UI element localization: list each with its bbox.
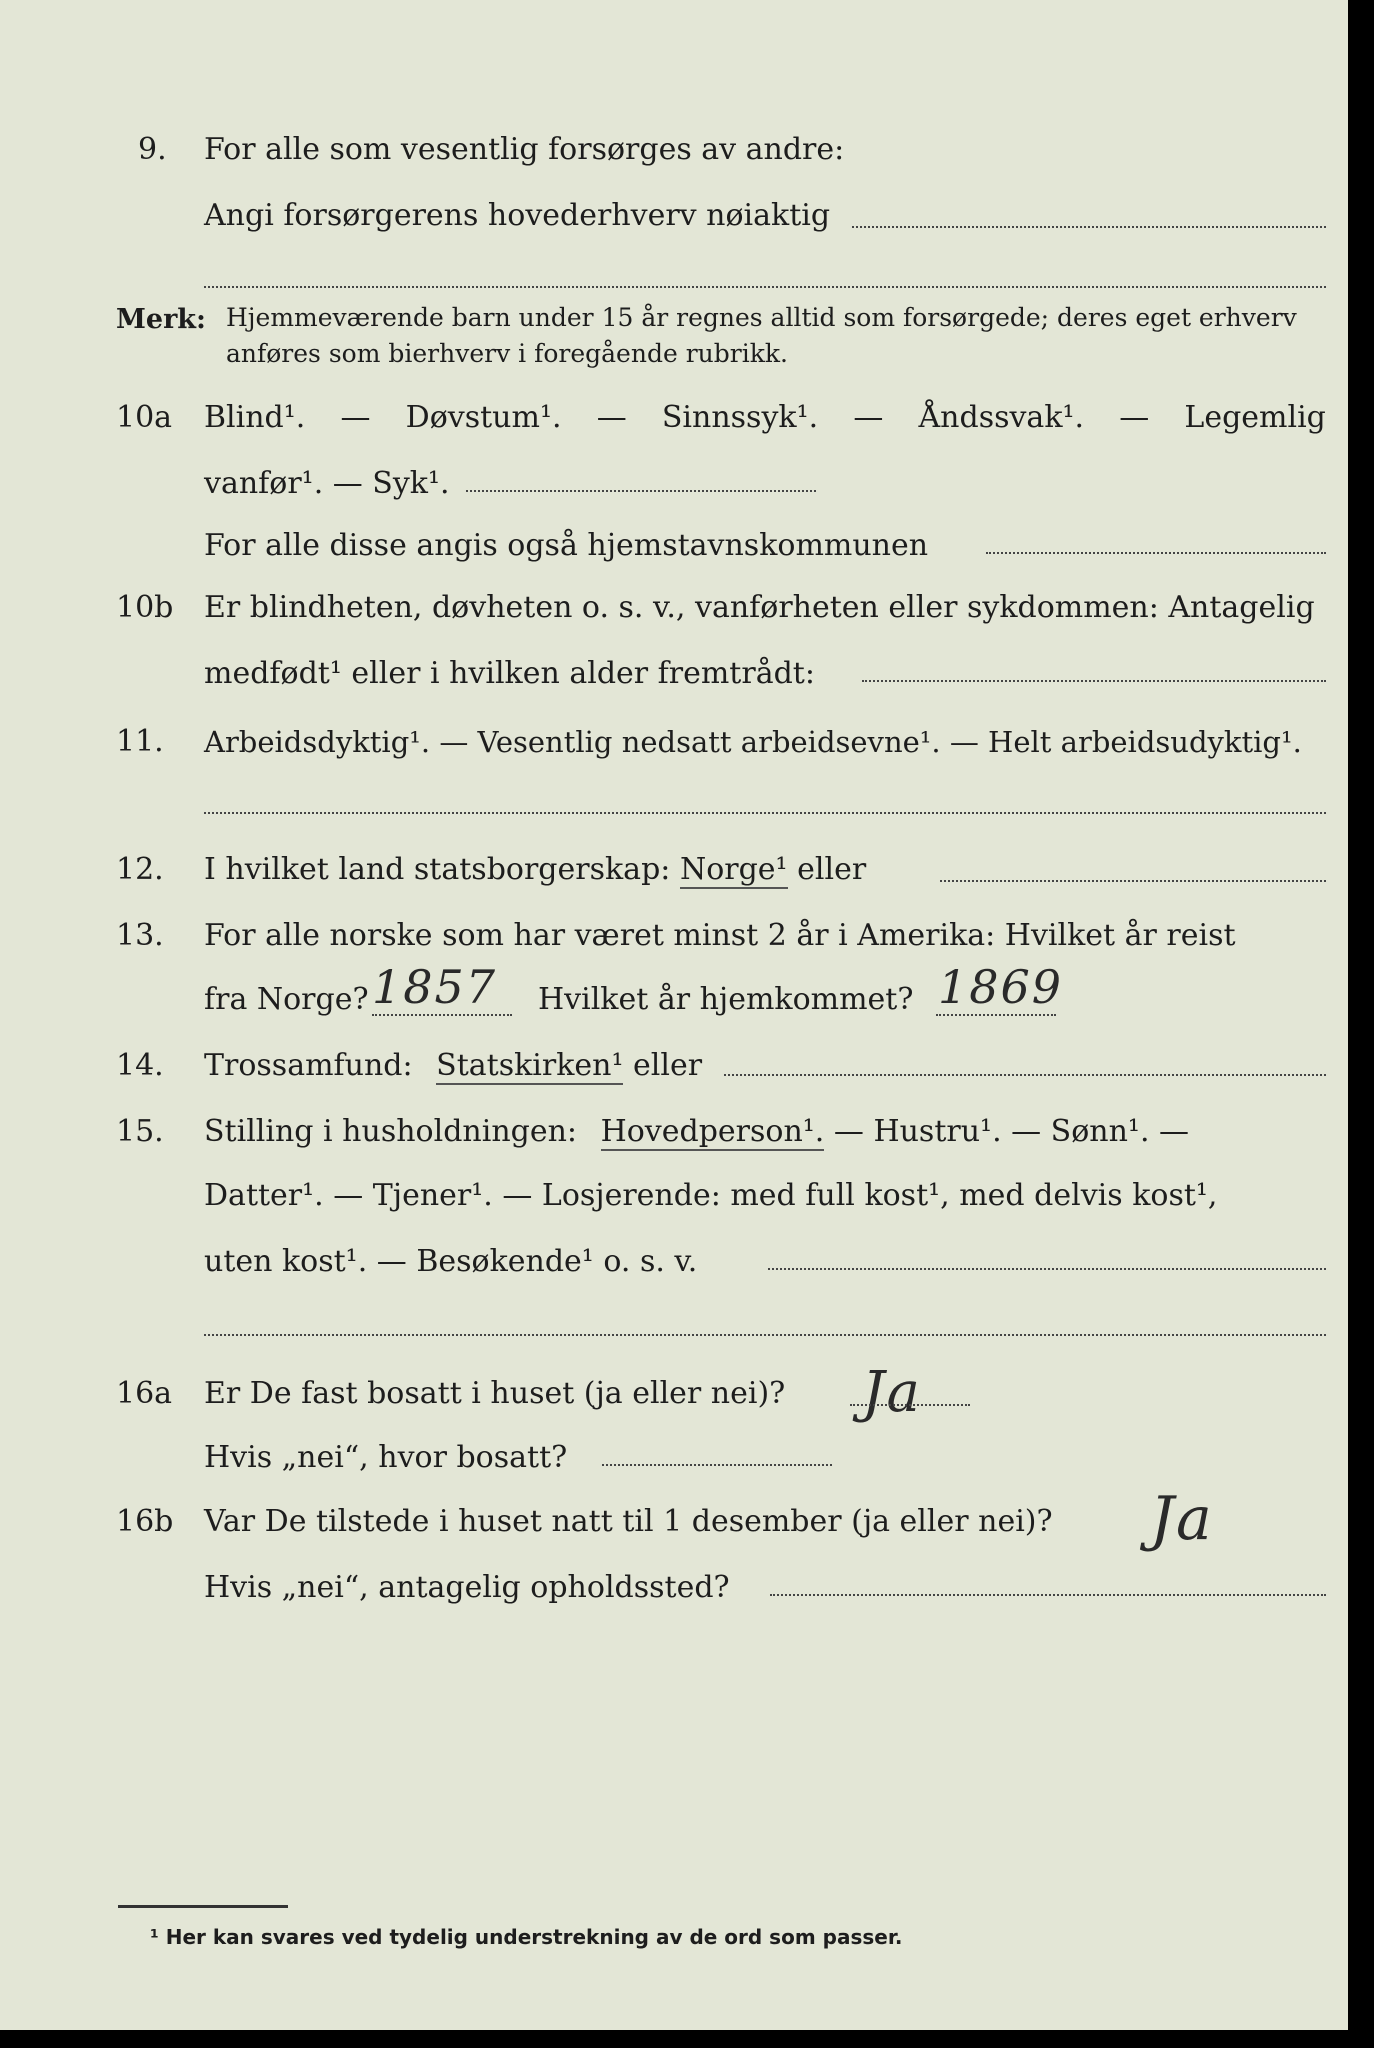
handwritten-year-emigrated: 1857 (372, 960, 498, 1014)
option-blind[interactable]: Blind¹. (204, 400, 306, 435)
q13-answer-line-2[interactable] (936, 1014, 1056, 1016)
q14-number: 14. (116, 1048, 164, 1083)
q10a-line2: vanfør¹. — Syk¹. (204, 466, 450, 501)
q16a-line2: Hvis „nei“, hvor bosatt? (204, 1440, 568, 1475)
q13-number: 13. (116, 918, 164, 953)
q12-answer-line[interactable] (940, 880, 1326, 882)
q11-number: 11. (116, 724, 164, 759)
q9-line2: Angi forsørgerens hovederhverv nøiaktig (204, 198, 831, 233)
dash: — (340, 400, 371, 435)
q13-line2a: fra Norge? (204, 982, 369, 1017)
q10a-line3: For alle disse angis også hjemstavnskommunen (204, 528, 929, 563)
option-legemlig[interactable]: Legemlig (1184, 400, 1326, 435)
q15-line3: uten kost¹. — Besøkende¹ o. s. v. (204, 1244, 698, 1279)
q12-number: 12. (116, 852, 164, 887)
q14-prefix: Trossamfund: (204, 1048, 413, 1083)
option-statskirken-underlined[interactable]: Statskirken¹ (436, 1048, 624, 1083)
q16a-bosatt-line[interactable] (602, 1464, 832, 1466)
dash: — (853, 400, 884, 435)
q15-prefix: Stilling i husholdningen: (204, 1114, 578, 1149)
q10a-answer-line[interactable] (466, 490, 816, 492)
handwritten-year-returned: 1869 (938, 960, 1064, 1014)
dash: — (1119, 400, 1150, 435)
q10b-line2: medfødt¹ eller i hvilken alder fremtrådt: (204, 656, 815, 691)
q16b-number: 16b (116, 1504, 174, 1539)
q15-line1 (204, 1112, 1189, 1152)
footnote-rule (118, 1905, 288, 1908)
handwritten-answer-16b: Ja (1150, 1484, 1214, 1554)
q9-number: 9. (138, 132, 167, 167)
q13-answer-line-1[interactable] (372, 1014, 512, 1016)
q16b-opholdssted-line[interactable] (770, 1594, 1326, 1596)
q16a-line1: Er De fast bosatt i huset (ja eller nei)? (204, 1376, 786, 1411)
q10a-line1 (204, 398, 1326, 438)
dash: — (596, 400, 627, 435)
q12-suffix: eller (797, 852, 867, 887)
handwritten-answer-16a: Ja (862, 1360, 922, 1425)
q10b-line1: Er blindheten, døvheten o. s. v., vanførheten eller sykdommen: Antagelig (204, 590, 1315, 625)
q15-options-1: — Hustru¹. — Sønn¹. — (833, 1114, 1190, 1149)
q10a-number: 10a (116, 400, 173, 435)
q9-answer-line[interactable] (852, 226, 1326, 228)
merk-label: Merk: (116, 304, 206, 335)
q15-number: 15. (116, 1114, 164, 1149)
merk-line2: anføres som bierhverv i foregående rubrikk. (226, 339, 788, 368)
option-andssvak[interactable]: Åndssvak¹. (918, 400, 1085, 435)
q16a-answer-line[interactable] (850, 1404, 970, 1406)
q9-line1: For alle som vesentlig forsørges av andre: (204, 132, 845, 167)
option-sinnssyk[interactable]: Sinnssyk¹. (661, 400, 819, 435)
q15-line2: Datter¹. — Tjener¹. — Losjerende: med full kost¹, med delvis kost¹, (204, 1178, 1218, 1213)
q13-line1: For alle norske som har været minst 2 år i Amerika: Hvilket år reist (204, 918, 1236, 953)
q12-text (204, 850, 866, 890)
footnote: ¹ Her kan svares ved tydelig understrekning av de ord som passer. (150, 1925, 903, 1949)
q12-prefix: I hvilket land statsborgerskap: (204, 852, 671, 887)
q11-line1: Arbeidsdyktig¹. — Vesentlig nedsatt arbeidsevne¹. — Helt arbeidsudyktig¹. (204, 725, 1302, 759)
q9-answer-line-2[interactable] (204, 286, 1326, 288)
q16b-line1: Var De tilstede i huset natt til 1 desember (ja eller nei)? (204, 1504, 1053, 1539)
merk-line1: Hjemmeværende barn under 15 år regnes alltid som forsørgede; deres eget erhverv (226, 303, 1297, 332)
option-hovedperson-underlined[interactable]: Hovedperson¹. (600, 1114, 825, 1149)
q15-answer-line-2[interactable] (204, 1334, 1326, 1336)
q13-line2b: Hvilket år hjemkommet? (538, 982, 914, 1017)
q11-answer-line[interactable] (204, 812, 1326, 814)
q14-suffix: eller (633, 1048, 703, 1083)
q10a-hjemstavn-line[interactable] (986, 552, 1326, 554)
option-norge-underlined[interactable]: Norge¹ (679, 852, 788, 887)
q14-answer-line[interactable] (724, 1074, 1326, 1076)
q16b-line2: Hvis „nei“, antagelig opholdssted? (204, 1570, 730, 1605)
q10b-answer-line[interactable] (862, 680, 1326, 682)
q14-text (204, 1046, 702, 1086)
q15-answer-line[interactable] (768, 1268, 1326, 1270)
q16a-number: 16a (116, 1376, 173, 1411)
option-dovstum[interactable]: Døvstum¹. (405, 400, 562, 435)
q10b-number: 10b (116, 590, 174, 625)
